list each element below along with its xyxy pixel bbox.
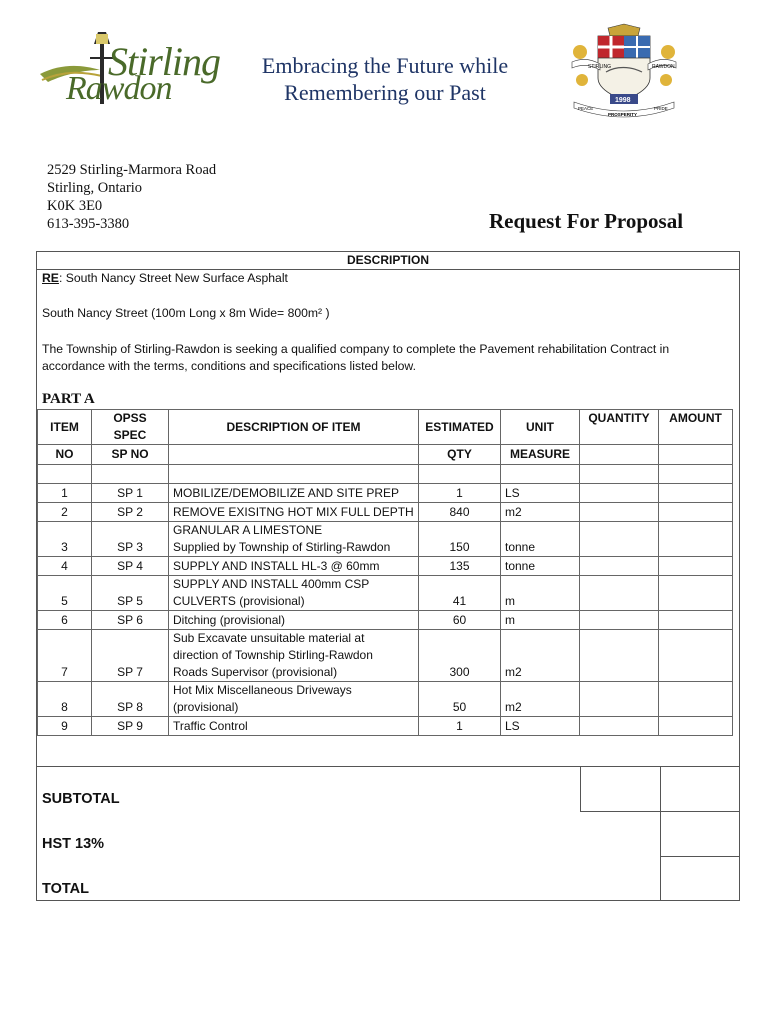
table-row	[38, 484, 733, 503]
tagline	[230, 52, 540, 106]
township-crest	[568, 22, 680, 118]
unit-cell: tonne	[501, 522, 580, 557]
qty-cell: 840	[419, 503, 501, 522]
description-cell	[169, 576, 419, 611]
address-phone: 613-395-3380	[47, 216, 130, 232]
spec-cell: SP 9	[92, 717, 169, 736]
qty-cell: 50	[419, 682, 501, 717]
spec-cell: SP 3	[92, 522, 169, 557]
table-header-cell: ESTIMATED	[419, 410, 501, 445]
description-line: GRANULAR A LIMESTONE	[173, 523, 323, 537]
qty-cell: 41	[419, 576, 501, 611]
re-text: : South Nancy Street New Surface Asphalt	[58, 271, 288, 285]
qty-cell: 135	[419, 557, 501, 576]
amount-cell	[659, 717, 733, 736]
table-cell	[659, 465, 733, 484]
table-header-row	[38, 410, 733, 445]
amount-cell	[659, 484, 733, 503]
address-line3: K0K 3E0	[47, 198, 103, 214]
amount-cell	[659, 557, 733, 576]
table-header-cell: UNIT	[501, 410, 580, 445]
table-cell	[501, 465, 580, 484]
address-line2: Stirling, Ontario	[47, 180, 143, 196]
item-no-cell: 8	[38, 682, 92, 717]
spec-cell: SP 1	[92, 484, 169, 503]
description-cell	[169, 630, 419, 682]
spec-cell: SP 7	[92, 630, 169, 682]
description-cell	[169, 557, 419, 576]
amount-cell	[659, 611, 733, 630]
table-header-cell	[169, 445, 419, 465]
table-header-cell: QUANTITY	[580, 410, 659, 445]
crest-motto-left: PEACE	[578, 106, 594, 111]
crest-motto-center: PROSPERITY	[608, 112, 638, 117]
quantity-cell	[580, 503, 659, 522]
crest-year: 1998	[615, 97, 631, 104]
quantity-cell	[580, 717, 659, 736]
qty-cell: 1	[419, 484, 501, 503]
address-block	[47, 161, 216, 233]
re-label: RE	[42, 271, 59, 285]
table-cell	[169, 465, 419, 484]
quantity-cell	[580, 682, 659, 717]
quantity-cell	[580, 484, 659, 503]
quantity-cell	[580, 522, 659, 557]
divider	[37, 269, 739, 270]
description-line: Ditching (provisional)	[173, 613, 286, 627]
amount-cell	[659, 522, 733, 557]
table-cell	[580, 465, 659, 484]
table-row	[38, 611, 733, 630]
table-row	[38, 503, 733, 522]
table-row	[38, 576, 733, 611]
quantity-cell	[580, 611, 659, 630]
re-line	[42, 271, 288, 285]
item-no-cell: 7	[38, 630, 92, 682]
amount-cell	[659, 682, 733, 717]
description-cell	[169, 717, 419, 736]
table-header-cell: NO	[38, 445, 92, 465]
spec-cell: SP 8	[92, 682, 169, 717]
item-no-cell: 6	[38, 611, 92, 630]
logo-text-rawdon: Rawdon	[66, 70, 172, 107]
table-cell	[92, 465, 169, 484]
divider	[660, 766, 661, 901]
table-header-cell: OPSS SPEC	[92, 410, 169, 445]
table-header-cell: QTY	[419, 445, 501, 465]
unit-cell: tonne	[501, 557, 580, 576]
description-line: Hot Mix Miscellaneous Driveways	[173, 683, 352, 697]
address-line1: 2529 Stirling-Marmora Road	[47, 162, 217, 178]
crest-scroll-left: STIRLING	[588, 64, 612, 70]
page-title: Request For Proposal	[489, 209, 684, 233]
description-line: MOBILIZE/DEMOBILIZE AND SITE PREP	[173, 486, 400, 500]
quantity-cell	[580, 630, 659, 682]
description-line: (provisional)	[173, 700, 239, 714]
subtotal-label: SUBTOTAL	[42, 791, 120, 807]
tagline-line2: Remembering our Past	[284, 80, 486, 105]
description-cell	[169, 503, 419, 522]
divider	[660, 856, 739, 857]
part-label: PART A	[42, 391, 95, 407]
description-line: REMOVE EXISITNG HOT MIX FULL DEPTH	[173, 505, 414, 519]
quantity-cell	[580, 557, 659, 576]
divider	[580, 766, 581, 812]
street-dimensions: South Nancy Street (100m Long x 8m Wide= 800m² )	[42, 306, 330, 320]
item-no-cell: 9	[38, 717, 92, 736]
quantity-cell	[580, 576, 659, 611]
table-header-cell: ITEM	[38, 410, 92, 445]
table-cell	[38, 465, 92, 484]
amount-cell	[659, 630, 733, 682]
crest-icon	[568, 22, 680, 118]
description-line: Traffic Control	[173, 719, 248, 733]
amount-cell	[659, 576, 733, 611]
description-line: Supplied by Township of Stirling-Rawdon	[173, 540, 391, 554]
description-line: direction of Township Stirling-Rawdon	[173, 648, 373, 662]
crest-scroll-right: RAWDON	[652, 64, 675, 70]
table-cell	[419, 465, 501, 484]
table-spacer-row	[38, 465, 733, 484]
unit-cell: m	[501, 576, 580, 611]
table-row	[38, 522, 733, 557]
unit-cell: m2	[501, 503, 580, 522]
divider	[37, 766, 739, 767]
item-no-cell: 4	[38, 557, 92, 576]
table-row	[38, 682, 733, 717]
description-line: SUPPLY AND INSTALL HL-3 @ 60mm	[173, 559, 380, 573]
table-header-cell	[659, 445, 733, 465]
hst-label: HST 13%	[42, 836, 105, 852]
qty-cell: 300	[419, 630, 501, 682]
description-line: Sub Excavate unsuitable material at	[173, 631, 365, 645]
unit-cell: m	[501, 611, 580, 630]
table-header-cell: MEASURE	[501, 445, 580, 465]
table-subheader-row	[38, 445, 733, 465]
unit-cell: LS	[501, 484, 580, 503]
spec-cell: SP 4	[92, 557, 169, 576]
logo-text-stirling: Stirling	[108, 39, 221, 84]
spec-cell: SP 2	[92, 503, 169, 522]
table-header-cell	[580, 445, 659, 465]
table-header-cell: DESCRIPTION OF ITEM	[169, 410, 419, 445]
qty-cell: 60	[419, 611, 501, 630]
description-heading: DESCRIPTION	[346, 253, 429, 267]
crest-motto-right: PRIDE	[654, 106, 668, 111]
total-label: TOTAL	[42, 881, 89, 897]
item-no-cell: 2	[38, 503, 92, 522]
description-paragraph: The Township of Stirling-Rawdon is seeking a qualified company to complete the Pavement rehabilitation Contract in accordance with the terms, conditions and specifications listed below.	[42, 342, 670, 373]
table-row	[38, 557, 733, 576]
item-no-cell: 3	[38, 522, 92, 557]
description-cell	[169, 611, 419, 630]
description-line: Roads Supervisor (provisional)	[173, 665, 338, 679]
table-header-cell: SP NO	[92, 445, 169, 465]
item-no-cell: 1	[38, 484, 92, 503]
table-header-cell: AMOUNT	[659, 410, 733, 445]
table-row	[38, 630, 733, 682]
qty-cell: 1	[419, 717, 501, 736]
qty-cell: 150	[419, 522, 501, 557]
description-cell	[169, 484, 419, 503]
tagline-line1: Embracing the Future while	[261, 53, 509, 78]
description-cell	[169, 682, 419, 717]
spec-cell: SP 5	[92, 576, 169, 611]
amount-cell	[659, 503, 733, 522]
items-table	[37, 409, 733, 736]
description-cell	[169, 522, 419, 557]
item-no-cell: 5	[38, 576, 92, 611]
unit-cell: m2	[501, 630, 580, 682]
description-line: CULVERTS (provisional)	[173, 594, 305, 608]
table-row	[38, 717, 733, 736]
spec-cell: SP 6	[92, 611, 169, 630]
unit-cell: m2	[501, 682, 580, 717]
unit-cell: LS	[501, 717, 580, 736]
description-line: SUPPLY AND INSTALL 400mm CSP	[173, 577, 370, 591]
